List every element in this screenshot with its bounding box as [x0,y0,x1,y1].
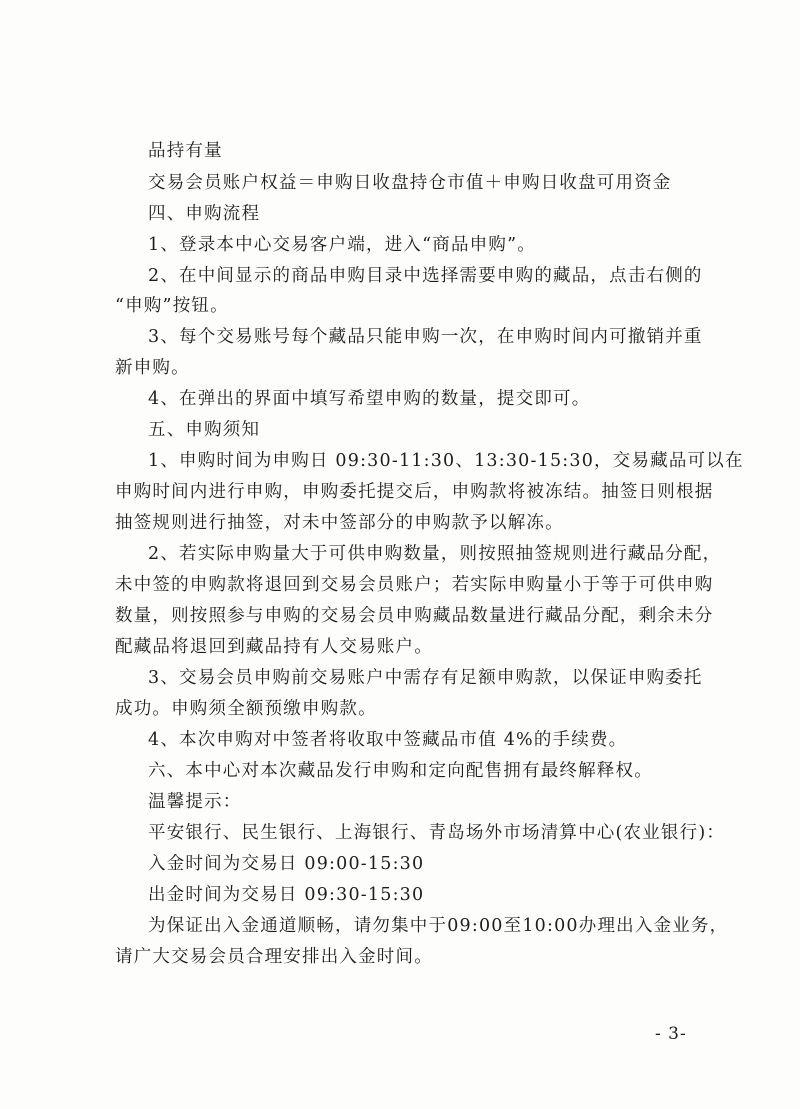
text-line: 数量，则按照参与申购的交易会员申购藏品数量进行藏品分配，剩余未分 [115,606,714,626]
text-line: 配藏品将退回到藏品持有人交易账户。 [115,637,433,657]
text-line: 2、若实际申购量大于可供申购数量，则按照抽签规则进行藏品分配， [148,544,722,564]
notice-heading: 温馨提示： [148,792,242,812]
text-line: 1、登录本中心交易客户端，进入“商品申购”。 [148,235,536,255]
section-heading: 六、本中心对本次藏品发行申购和定向配售拥有最终解释权。 [148,761,653,781]
text-line: 4、本次申购对中签者将收取中签藏品市值 4%的手续费。 [148,730,628,750]
text-line: 新申购。 [115,358,190,378]
text-line: 出金时间为交易日 09:30-15:30 [148,885,425,905]
text-line: 3、交易会员申购前交易账户中需存有足额申购款，以保证申购委托 [148,668,703,688]
text-line: 1、申购时间为申购日 09:30-11:30、13:30-15:30，交易藏品可以在 [148,451,744,471]
text-line: 成功。申购须全额预缴申购款。 [115,699,377,719]
text-line: 未中签的申购款将退回到交易会员账户；若实际申购量小于等于可供申购 [115,575,714,595]
text-line: “申购”按钮。 [115,296,229,316]
text-line: 2、在中间显示的商品申购目录中选择需要申购的藏品，点击右侧的 [148,266,703,286]
text-line: 品持有量 [148,141,223,161]
text-line: 4、在弹出的界面中填写希望申购的数量，提交即可。 [148,389,591,409]
text-line: 申购时间内进行申购，申购委托提交后，申购款将被冻结。抽签日则根据 [115,482,714,502]
page-number: - 3- [655,1024,687,1044]
text-line: 入金时间为交易日 09:00-15:30 [148,854,425,874]
text-line: 3、每个交易账号每个藏品只能申购一次，在申购时间内可撤销并重 [148,327,703,347]
text-line: 为保证出入金通道顺畅，请勿集中于09:00至10:00办理出入金业务， [148,916,729,936]
text-line: 交易会员账户权益＝申购日收盘持仓市值＋申购日收盘可用资金 [148,173,672,193]
text-line: 平安银行、民生银行、上海银行、青岛场外市场清算中心(农业银行)： [148,823,726,843]
section-heading: 五、申购须知 [148,420,261,440]
text-line: 抽签规则进行抽签，对未中签部分的申购款予以解冻。 [115,513,564,533]
section-heading: 四、申购流程 [148,204,261,224]
text-line: 请广大交易会员合理安排出入金时间。 [115,947,433,967]
